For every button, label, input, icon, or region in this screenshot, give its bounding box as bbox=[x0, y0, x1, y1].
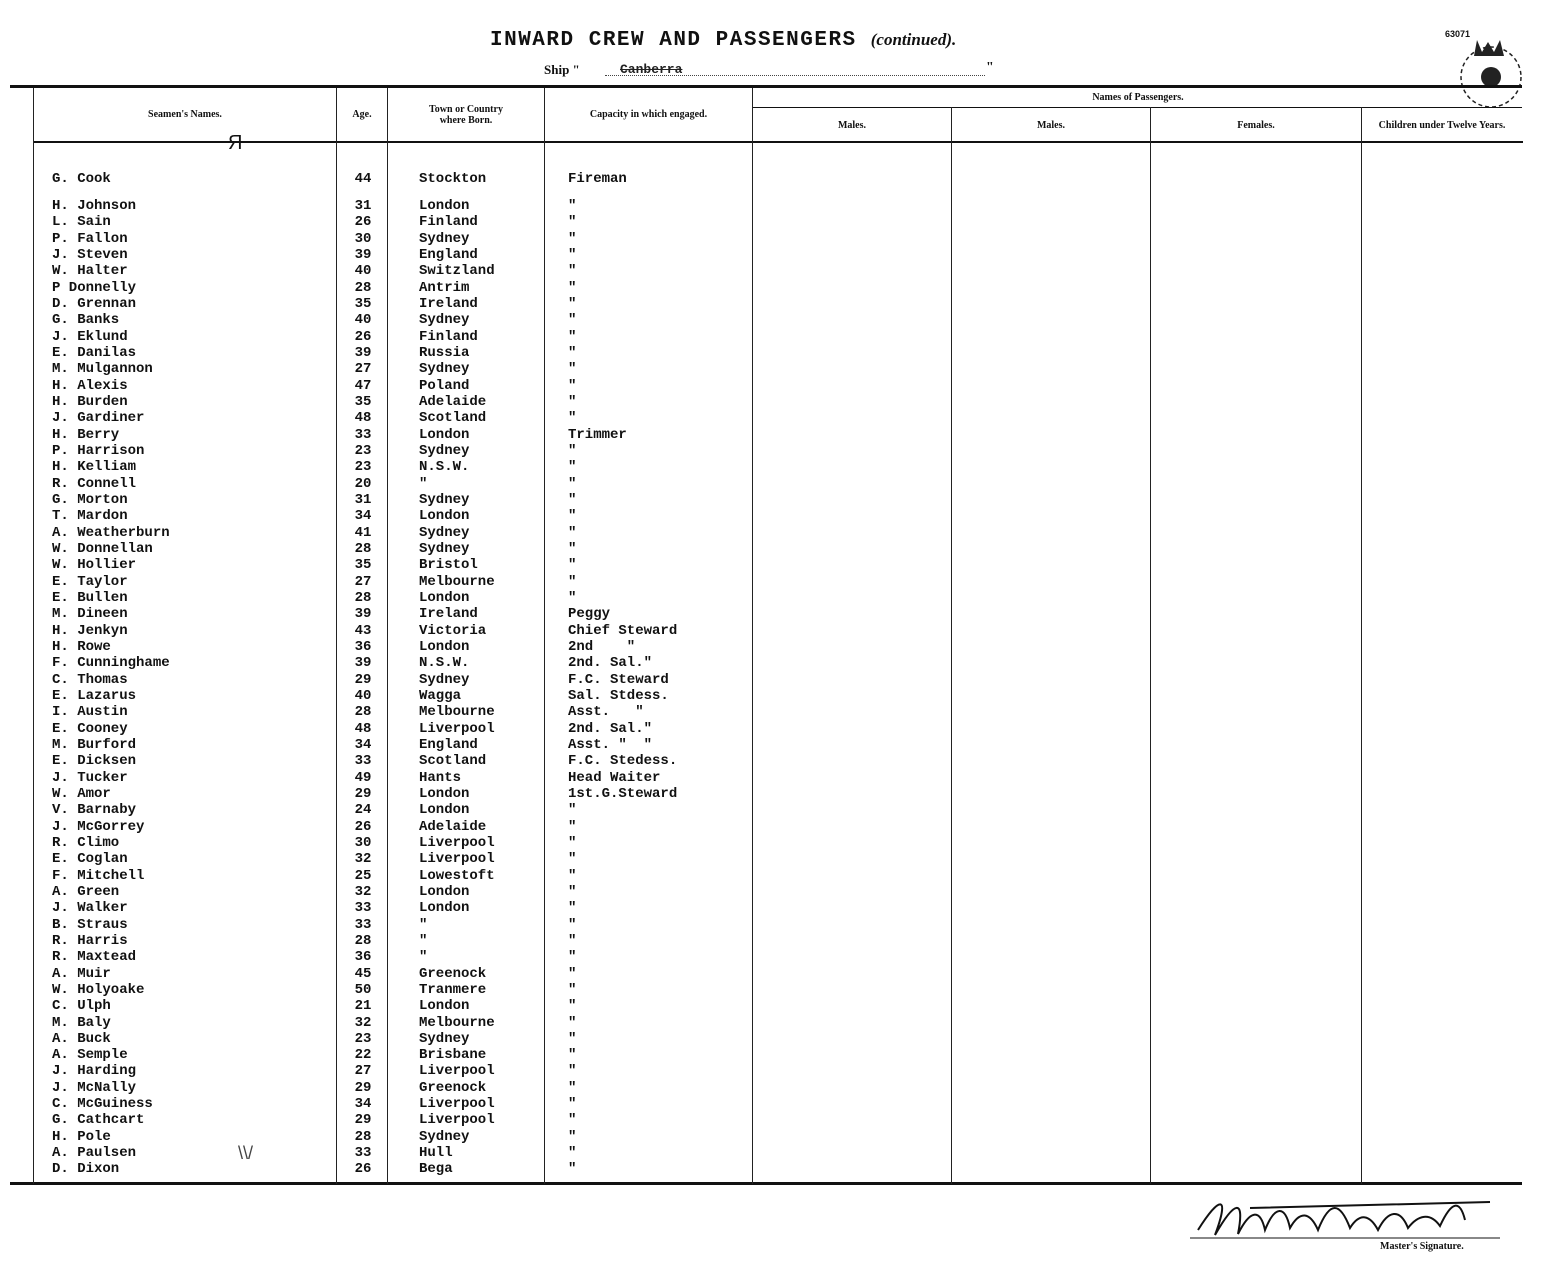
crew-age: 23 bbox=[354, 1030, 372, 1047]
crew-age: 39 bbox=[354, 655, 372, 672]
crew-age: 30 bbox=[354, 834, 372, 851]
crew-name: L. Sain bbox=[52, 214, 111, 231]
crew-name: M. Dineen bbox=[52, 606, 128, 623]
crew-capacity: Head Waiter bbox=[568, 769, 661, 786]
crew-town: Poland bbox=[419, 377, 470, 394]
crew-age: 49 bbox=[354, 769, 372, 786]
crew-town: Scotland bbox=[419, 753, 487, 770]
crew-age: 40 bbox=[354, 263, 372, 280]
crew-capacity: " bbox=[568, 1128, 577, 1145]
crew-age: 45 bbox=[354, 965, 372, 982]
form-title bbox=[490, 29, 956, 52]
crew-name: J. Walker bbox=[52, 900, 128, 917]
crew-town: Ireland bbox=[419, 606, 478, 623]
crew-town: London bbox=[419, 198, 470, 214]
crew-name: G. Banks bbox=[52, 312, 120, 329]
crew-age: 20 bbox=[354, 475, 372, 492]
crew-name: J. Eklund bbox=[52, 328, 128, 345]
crew-town: Liverpool bbox=[419, 1096, 495, 1113]
crew-name: C. Thomas bbox=[52, 671, 128, 688]
crew-town: London bbox=[419, 998, 470, 1015]
crew-age: 26 bbox=[354, 1161, 372, 1178]
crew-age: 32 bbox=[354, 851, 372, 868]
crew-town: London bbox=[419, 900, 470, 917]
crew-town: Finland bbox=[419, 328, 478, 345]
crew-town: Sydney bbox=[419, 442, 470, 459]
crew-town: Liverpool bbox=[419, 1063, 495, 1080]
crew-town: N.S.W. bbox=[419, 655, 470, 672]
crew-age: 30 bbox=[354, 230, 372, 247]
header-children: Children under Twelve Years. bbox=[1378, 120, 1506, 131]
crew-age: 33 bbox=[354, 753, 372, 770]
crew-town: Greenock bbox=[419, 965, 487, 982]
crew-capacity: " bbox=[568, 557, 577, 574]
crew-capacity: Fireman bbox=[568, 171, 627, 187]
crew-age: 23 bbox=[354, 442, 372, 459]
table-bottom-rule bbox=[10, 1182, 1522, 1185]
crew-town: Antrim bbox=[419, 279, 470, 296]
crew-name: R. Harris bbox=[52, 932, 128, 949]
crew-town: Victoria bbox=[419, 622, 487, 639]
crew-age: 33 bbox=[354, 916, 372, 933]
crew-age: 31 bbox=[354, 491, 372, 508]
crew-name: P Donnelly bbox=[52, 279, 137, 296]
crew-capacity: F.C. Steward bbox=[568, 671, 669, 688]
crew-capacity: " bbox=[568, 1096, 577, 1113]
crew-age: 32 bbox=[354, 1014, 372, 1031]
crew-capacity: " bbox=[568, 1112, 577, 1129]
crew-name: C. McGuiness bbox=[52, 1096, 153, 1113]
crew-town: Liverpool bbox=[419, 834, 495, 851]
crew-age: 26 bbox=[354, 818, 372, 835]
crew-age: 27 bbox=[354, 573, 372, 590]
crew-town: London bbox=[419, 426, 470, 443]
crew-capacity: " bbox=[568, 1145, 577, 1162]
crew-capacity: Trimmer bbox=[568, 426, 627, 443]
crew-town: Sydney bbox=[419, 524, 470, 541]
crew-town: Scotland bbox=[419, 410, 487, 427]
crew-capacity: Asst. " " bbox=[568, 736, 653, 753]
crew-name: R. Climo bbox=[52, 834, 120, 851]
crew-capacity: " bbox=[568, 442, 577, 459]
crew-name: H. Burden bbox=[52, 393, 128, 410]
crew-age: 21 bbox=[354, 998, 372, 1015]
crew-name: E. Cooney bbox=[52, 720, 128, 737]
crew-name: D. Dixon bbox=[52, 1161, 120, 1178]
crew-town: England bbox=[419, 736, 478, 753]
master-signature-label: Master's Signature. bbox=[1380, 1241, 1464, 1252]
crew-age: 50 bbox=[354, 981, 372, 998]
crew-town: Melbourne bbox=[419, 573, 495, 590]
crew-name: H. Berry bbox=[52, 426, 120, 443]
crew-name: H. Rowe bbox=[52, 638, 111, 655]
crew-capacity: " bbox=[568, 344, 577, 361]
crew-capacity: " bbox=[568, 230, 577, 247]
crew-age: 39 bbox=[354, 246, 372, 263]
crew-capacity: " bbox=[568, 589, 577, 606]
crew-capacity: " bbox=[568, 279, 577, 296]
crew-capacity: " bbox=[568, 312, 577, 329]
crew-town: Finland bbox=[419, 214, 478, 231]
crew-name: T. Mardon bbox=[52, 508, 128, 525]
crew-name: A. Paulsen bbox=[52, 1145, 137, 1162]
ship-name: Canberra bbox=[620, 62, 683, 77]
crew-age: 23 bbox=[354, 459, 372, 476]
crew-name: H. Kelliam bbox=[52, 459, 137, 476]
crew-name: W. Amor bbox=[52, 785, 111, 802]
passengers-subheader-rule bbox=[752, 107, 1522, 108]
header-town bbox=[388, 104, 544, 126]
crew-age: 33 bbox=[354, 900, 372, 917]
crew-capacity: " bbox=[568, 1063, 577, 1080]
crew-town: Stockton bbox=[419, 171, 487, 187]
handwritten-mark-bottom: \\/ bbox=[238, 1143, 254, 1163]
col-divider-children bbox=[1361, 107, 1362, 1184]
crew-name: J. McGorrey bbox=[52, 818, 145, 835]
crew-age: 28 bbox=[354, 1128, 372, 1145]
crew-town: Lowestoft bbox=[419, 867, 495, 884]
crew-capacity: " bbox=[568, 491, 577, 508]
crew-town: Hull bbox=[419, 1145, 453, 1162]
crew-town: Wagga bbox=[419, 687, 462, 704]
crew-town: Melbourne bbox=[419, 704, 495, 721]
header-town-line2: where Born. bbox=[439, 115, 493, 126]
col-divider-passengers bbox=[752, 88, 753, 1184]
crew-capacity: " bbox=[568, 524, 577, 541]
crew-town: N.S.W. bbox=[419, 459, 470, 476]
crew-capacity: 1st.G.Steward bbox=[568, 785, 678, 802]
crew-capacity: " bbox=[568, 883, 577, 900]
crew-town: Sydney bbox=[419, 361, 470, 378]
crew-name: P. Fallon bbox=[52, 230, 128, 247]
crew-capacity: " bbox=[568, 834, 577, 851]
crew-age: 28 bbox=[354, 279, 372, 296]
crew-capacity: " bbox=[568, 949, 577, 966]
crew-capacity: " bbox=[568, 263, 577, 280]
col-divider-males2 bbox=[951, 107, 952, 1184]
crew-capacity: " bbox=[568, 214, 577, 231]
crew-capacity: " bbox=[568, 932, 577, 949]
crew-age: 29 bbox=[354, 1112, 372, 1129]
crew-name: A. Muir bbox=[52, 965, 111, 982]
crew-town: Melbourne bbox=[419, 1014, 495, 1031]
crew-age: 28 bbox=[354, 704, 372, 721]
crew-age: 34 bbox=[354, 736, 372, 753]
crew-name: J. Harding bbox=[52, 1063, 137, 1080]
crew-town: " bbox=[419, 475, 428, 492]
crew-name: E. Lazarus bbox=[52, 687, 137, 704]
crew-capacity: 2nd " bbox=[568, 638, 636, 655]
crew-age: 35 bbox=[354, 557, 372, 574]
form-title-suffix: (continued). bbox=[870, 30, 957, 49]
crew-capacity: " bbox=[568, 540, 577, 557]
crew-town: Brisbane bbox=[419, 1047, 487, 1064]
crew-age: 33 bbox=[354, 1145, 372, 1162]
crew-town: Sydney bbox=[419, 230, 470, 247]
crew-name: A. Weatherburn bbox=[52, 524, 170, 541]
crew-age: 33 bbox=[354, 426, 372, 443]
crew-capacity: " bbox=[568, 1030, 577, 1047]
crew-name: E. Bullen bbox=[52, 589, 128, 606]
col-divider-capacity bbox=[544, 88, 545, 1184]
crew-town: Adelaide bbox=[419, 818, 487, 835]
crew-age: 25 bbox=[354, 867, 372, 884]
crew-name: W. Halter bbox=[52, 263, 128, 280]
crew-capacity: " bbox=[568, 802, 577, 819]
crew-name: R. Maxtead bbox=[52, 949, 137, 966]
col-divider-age bbox=[336, 88, 337, 1184]
header-seamen-names: Seamen's Names. bbox=[148, 109, 222, 120]
crew-age: 28 bbox=[354, 589, 372, 606]
crew-age: 48 bbox=[354, 410, 372, 427]
crew-town: Russia bbox=[419, 344, 470, 361]
crew-town: England bbox=[419, 246, 478, 263]
crew-capacity: " bbox=[568, 393, 577, 410]
crew-capacity: " bbox=[568, 328, 577, 345]
crew-name: A. Semple bbox=[52, 1047, 128, 1064]
crew-town: Greenock bbox=[419, 1079, 487, 1096]
crew-capacity: " bbox=[568, 981, 577, 998]
crew-capacity: " bbox=[568, 1079, 577, 1096]
crew-town: Sydney bbox=[419, 1128, 470, 1145]
crew-name: E. Coglan bbox=[52, 851, 128, 868]
crew-town: Sydney bbox=[419, 671, 470, 688]
crew-town: London bbox=[419, 589, 470, 606]
crew-capacity: Asst. " bbox=[568, 704, 644, 721]
header-age: Age. bbox=[352, 109, 372, 120]
crew-name: W. Donnellan bbox=[52, 540, 153, 557]
crew-town: " bbox=[419, 916, 428, 933]
crew-age: 40 bbox=[354, 312, 372, 329]
crew-town: Bristol bbox=[419, 557, 478, 574]
crew-town: Switzland bbox=[419, 263, 495, 280]
header-males-2: Males. bbox=[1036, 120, 1066, 131]
crew-name: P. Harrison bbox=[52, 442, 145, 459]
crew-age: 32 bbox=[354, 883, 372, 900]
crew-capacity: Sal. Stdess. bbox=[568, 687, 669, 704]
crew-age: 28 bbox=[354, 932, 372, 949]
crew-age: 26 bbox=[354, 328, 372, 345]
crew-town: Sydney bbox=[419, 491, 470, 508]
crew-capacity: " bbox=[568, 818, 577, 835]
header-females: Females. bbox=[1237, 120, 1275, 131]
crew-name: J. McNally bbox=[52, 1079, 137, 1096]
crew-capacity: " bbox=[568, 475, 577, 492]
crew-name: M. Burford bbox=[52, 736, 137, 753]
crew-capacity: " bbox=[568, 1047, 577, 1064]
crew-name: M. Mulgannon bbox=[52, 361, 153, 378]
crew-age: 29 bbox=[354, 671, 372, 688]
crew-name: F. Mitchell bbox=[52, 867, 145, 884]
crew-capacity: " bbox=[568, 508, 577, 525]
crew-capacity: " bbox=[568, 965, 577, 982]
crew-age: 27 bbox=[354, 1063, 372, 1080]
crew-name: G. Morton bbox=[52, 491, 128, 508]
crew-town: Adelaide bbox=[419, 393, 487, 410]
crew-name: A. Green bbox=[52, 883, 120, 900]
crew-name: R. Connell bbox=[52, 475, 137, 492]
crew-age: 43 bbox=[354, 622, 372, 639]
crew-age: 31 bbox=[354, 198, 372, 214]
crew-age: 29 bbox=[354, 1079, 372, 1096]
crew-name: M. Baly bbox=[52, 1014, 111, 1031]
crew-name: E. Dicksen bbox=[52, 753, 137, 770]
crew-capacity: " bbox=[568, 851, 577, 868]
crew-town: Sydney bbox=[419, 312, 470, 329]
crew-age: 34 bbox=[354, 508, 372, 525]
crew-age: 36 bbox=[354, 949, 372, 966]
crew-capacity: Peggy bbox=[568, 606, 611, 623]
crew-age: 29 bbox=[354, 785, 372, 802]
crew-town: London bbox=[419, 508, 470, 525]
crew-name: G. Cook bbox=[52, 171, 111, 187]
crew-town: Liverpool bbox=[419, 1112, 495, 1129]
crew-name: J. Gardiner bbox=[52, 410, 145, 427]
crew-age: 35 bbox=[354, 295, 372, 312]
crew-age: 26 bbox=[354, 214, 372, 231]
crew-age: 48 bbox=[354, 720, 372, 737]
master-signature-icon bbox=[1190, 1190, 1510, 1242]
crew-name: I. Austin bbox=[52, 704, 128, 721]
crew-name: F. Cunninghame bbox=[52, 655, 170, 672]
crew-capacity: " bbox=[568, 377, 577, 394]
crew-capacity: " bbox=[568, 900, 577, 917]
crew-town: Bega bbox=[419, 1161, 453, 1178]
crew-town: London bbox=[419, 638, 470, 655]
crew-name: E. Taylor bbox=[52, 573, 128, 590]
col-divider-females bbox=[1150, 107, 1151, 1184]
crew-name: V. Barnaby bbox=[52, 802, 137, 819]
crew-age: 34 bbox=[354, 1096, 372, 1113]
crew-town: Tranmere bbox=[419, 981, 487, 998]
crew-town: Sydney bbox=[419, 1030, 470, 1047]
crew-capacity: " bbox=[568, 246, 577, 263]
crew-name: J. Tucker bbox=[52, 769, 128, 786]
crew-capacity: " bbox=[568, 198, 577, 214]
crew-age: 47 bbox=[354, 377, 372, 394]
crew-name: H. Johnson bbox=[52, 198, 137, 214]
crew-town: Liverpool bbox=[419, 720, 495, 737]
crew-age: 40 bbox=[354, 687, 372, 704]
crew-age: 39 bbox=[354, 606, 372, 623]
table-top-rule bbox=[10, 85, 1522, 88]
col-divider-left bbox=[33, 88, 34, 1184]
crew-town: London bbox=[419, 883, 470, 900]
crew-name: G. Cathcart bbox=[52, 1112, 145, 1129]
crew-age: 39 bbox=[354, 344, 372, 361]
form-number: 63071 bbox=[1445, 29, 1471, 39]
crew-capacity: " bbox=[568, 361, 577, 378]
crew-capacity: " bbox=[568, 459, 577, 476]
form-title-main: INWARD CREW AND PASSENGERS bbox=[490, 29, 857, 52]
crew-capacity: " bbox=[568, 295, 577, 312]
crew-name: W. Holyoake bbox=[52, 981, 145, 998]
col-divider-town bbox=[387, 88, 388, 1184]
crew-town: Hants bbox=[419, 769, 462, 786]
crew-capacity: " bbox=[568, 998, 577, 1015]
crew-age: 27 bbox=[354, 361, 372, 378]
crew-capacity: F.C. Stedess. bbox=[568, 753, 678, 770]
crew-name: J. Steven bbox=[52, 246, 128, 263]
header-males-1: Males. bbox=[837, 120, 867, 131]
crew-town: Sydney bbox=[419, 540, 470, 557]
crew-capacity: 2nd. Sal." bbox=[568, 655, 653, 672]
handwritten-mark-top: Я bbox=[228, 132, 243, 154]
crew-name: H. Jenkyn bbox=[52, 622, 128, 639]
header-passengers-group: Names of Passengers. bbox=[1092, 92, 1184, 103]
crew-name: D. Grennan bbox=[52, 295, 137, 312]
crew-age: 41 bbox=[354, 524, 372, 541]
crew-capacity: 2nd. Sal." bbox=[568, 720, 653, 737]
crew-town: London bbox=[419, 785, 470, 802]
crew-age: 35 bbox=[354, 393, 372, 410]
crew-age: 44 bbox=[354, 171, 372, 187]
crew-capacity: " bbox=[568, 410, 577, 427]
crew-town: Ireland bbox=[419, 295, 478, 312]
ship-label: Ship " bbox=[544, 62, 580, 77]
header-capacity: Capacity in which engaged. bbox=[589, 109, 708, 120]
crew-capacity: " bbox=[568, 867, 577, 884]
crew-name: B. Straus bbox=[52, 916, 128, 933]
crew-name: W. Hollier bbox=[52, 557, 137, 574]
ship-close-quote: " bbox=[986, 60, 994, 75]
crew-capacity: " bbox=[568, 916, 577, 933]
crew-town: London bbox=[419, 802, 470, 819]
crew-capacity: " bbox=[568, 1161, 577, 1178]
crew-town: " bbox=[419, 932, 428, 949]
crew-name: C. Ulph bbox=[52, 998, 111, 1015]
crew-name: A. Buck bbox=[52, 1030, 111, 1047]
crew-name: H. Pole bbox=[52, 1128, 111, 1145]
ship-dotted-line bbox=[605, 75, 985, 76]
crew-town: Liverpool bbox=[419, 851, 495, 868]
crew-town: " bbox=[419, 949, 428, 966]
crew-age: 22 bbox=[354, 1047, 372, 1064]
crew-capacity: " bbox=[568, 573, 577, 590]
crew-age: 36 bbox=[354, 638, 372, 655]
header-town-line1: Town or Country bbox=[429, 104, 503, 115]
crew-capacity: " bbox=[568, 1014, 577, 1031]
crew-age: 28 bbox=[354, 540, 372, 557]
crew-capacity: Chief Steward bbox=[568, 622, 678, 639]
crew-name: E. Danilas bbox=[52, 344, 137, 361]
header-bottom-rule bbox=[33, 141, 1523, 143]
crew-age: 24 bbox=[354, 802, 372, 819]
crew-name: H. Alexis bbox=[52, 377, 128, 394]
